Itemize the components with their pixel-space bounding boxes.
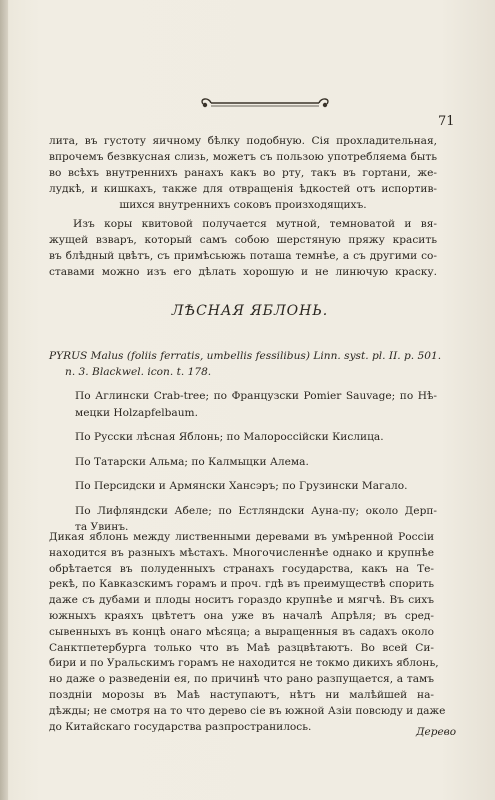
paragraph-1 [49, 133, 437, 213]
headpiece-ornament [195, 95, 335, 113]
text-line: но даже о разведеніи ея, по причинѣ что рано разпущается, а тамъ [49, 673, 434, 686]
text-line: По Лифляндски Абеле; по Естляндски Ауна-пу; около Дерп- [75, 504, 437, 517]
text-line: По Аглински Crab-tree; по Французски Pomier Sauvage; по Нѣ- [75, 390, 437, 402]
text-line: находится въ разныхъ мѣстахъ. Многочисленнѣе однако и крупнѣе [49, 546, 434, 559]
page-spine-shadow [0, 0, 8, 800]
text-line: шихся внутреннихъ соковъ произходящихъ. [119, 199, 367, 211]
text-line: n. 3. Blackwel. icon. t. 178. [65, 366, 212, 378]
text-line: рекѣ, по Кавказскимъ горамъ и проч. гдѣ въ преимуществѣ спорить [49, 578, 434, 591]
text-line: По Татарски Альма; по Калмыцки Алема. [75, 455, 309, 468]
text-line: Дикая яблонь между лиственными деревами въ умѣренной Россіи [49, 531, 434, 543]
text-line: Санктпетербурга только что въ Маѣ разцвѣтаютъ. Во всей Си- [49, 641, 434, 654]
text-line: мецки Holzapfelbaum. [75, 406, 198, 419]
text-line: PYRUS Malus (foliis ferratis, umbellis fessilibus) Linn. syst. pl. II. p. 501. [49, 350, 442, 362]
text-line: обрѣтается въ полуденныхъ странахъ государства, какъ на Те- [49, 562, 434, 575]
text-line: сывенныхъ въ концѣ онаго мѣсяца; а выращенныя въ садахъ около [49, 625, 434, 638]
text-line: По Персидски и Армянски Хансэръ; по Грузински Магало. [75, 480, 408, 492]
text-line: дѣжды; не смотря на то что дерево сіе въ южной Азіи повсюду и даже [49, 704, 446, 717]
text-line: лита, въ густоту яичному бѣлку подобную. Сія прохладительная, [49, 135, 437, 147]
text-line: лудкѣ, и кишкахъ, также для отвращенія ѣдкостей отъ испортив- [49, 183, 437, 195]
text-line: ставами можно изъ его дѣлать хорошую и не линючую краску. [49, 266, 437, 278]
text-line: даже съ дубами и плоды носитъ гораздо крупнѣе и мягчѣ. Въ сихъ [49, 594, 434, 607]
latin-citation [49, 348, 442, 380]
text-line: та Увинъ. [75, 521, 129, 533]
text-line: во всѣхъ внутреннихъ ранахъ какъ во рту, такъ въ гортани, же- [49, 167, 437, 179]
text-line: до Китайскаго государства разпространилось. [49, 720, 312, 733]
section-title: ЛѢСНАЯ ЯБЛОНЬ. [171, 303, 329, 319]
page-number: 71 [438, 114, 455, 129]
vernacular-names [75, 388, 437, 536]
catchword: Дерево [416, 726, 457, 738]
text-line: По Русски лѣсная Яблонь; по Малороссійски Кислица. [75, 431, 384, 443]
paragraph-2 [49, 216, 437, 280]
text-line: въ блѣдный цвѣтъ, съ примѣсьюжь поташа темнѣе, а съ другими со- [49, 250, 437, 262]
text-line: жущей взваръ, который самъ собою шерстяную пряжу красить [49, 234, 437, 246]
text-line: южныхъ краяхъ цвѣтетъ она уже въ началѣ Апрѣля; въ сред- [49, 609, 434, 622]
paragraph-3 [49, 530, 446, 735]
text-line: бири и по Уральскимъ горамъ не находится не токмо дикихъ яблонь, [49, 657, 439, 670]
text-line: поздніи морозы въ Маѣ наступаютъ, нѣтъ ни малѣйшей на- [49, 688, 434, 701]
text-line: впрочемъ безвкусная слизь, можетъ съ пользою употребляема быть [49, 151, 437, 163]
text-line: Изъ коры квитовой получается мутной, темноватой и вя- [73, 218, 437, 230]
